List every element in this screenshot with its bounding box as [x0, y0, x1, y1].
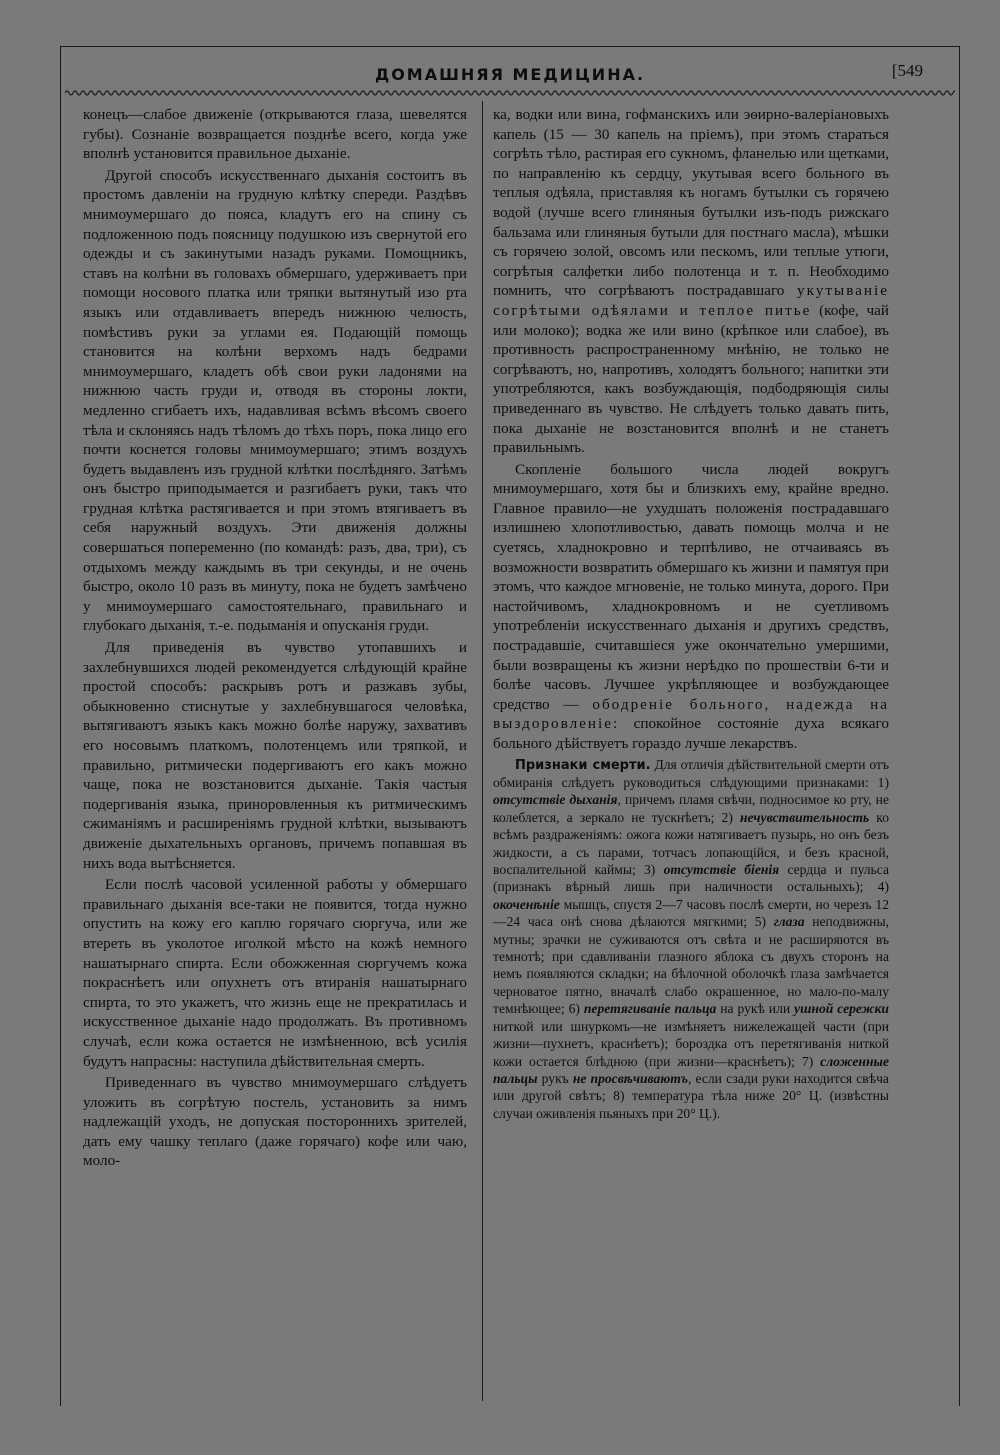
section-heading: Признаки смерти. — [515, 757, 651, 773]
column-divider — [482, 101, 483, 1401]
page-header — [61, 59, 959, 89]
running-title: ДОМАШНЯЯ МЕДИЦИНА. — [374, 65, 646, 84]
paragraph: Другой способъ искусственнаго дыханія состоитъ въ простомъ давленіи на грудную клѣтку спереди. Раздѣвъ мнимоумершаго до пояса, кладутъ его на спину съ подложенною подъ поясницу подушкою изъ свернутой его одежды и съ закинутыми назадъ руками. Помощникъ, ставъ на колѣни въ головахъ обмершаго, удерживаетъ при помощи носового платка или тряпки вытянутый изо рта языкъ или отдавливаетъ впередъ нижнюю челюсть, помѣстивъ руки за углами ея. Подающій помощь становится на колѣни верхомъ надъ бедрами мнимоумершаго, кладетъ обѣ свои руки ладонями на нижнюю часть груди и, отводя въ стороны локти, медленно сгибаетъ ихъ, надавливая всѣмъ вѣсомъ своего тѣла и склоняясь надъ тѣломъ до тѣхъ поръ, пока лицо его почти коснется головы мнимоумершаго; этимъ воздухъ будетъ выдавленъ изъ грудной клѣтки послѣдняго. Затѣмъ онъ быстро приподымается и разгибаетъ руки, такъ что грудная клѣтка растягивается и при этомъ втягиваетъ въ себя наружный воздухъ. Эти движенія должны совершаться попеременно (по командѣ: разъ, два, три), съ отдыхомъ между каждымъ въ три секунды, и не очень быстро, около 10 разъ въ минуту, пока не будетъ замѣчено у мнимоумершаго самостоятельнаго, правильнаго и глубокаго дыханія, т.-е. подыманія и опусканія груди. — [83, 166, 467, 635]
book-page — [60, 46, 960, 1406]
paragraph: Скопленіе большого числа людей вокругъ мнимоумершаго, хотя бы и близкихъ ему, крайне вредно. Главное правило—не ухудшать положенія пострадавшаго излишнею хлопотливостью, давать помощь молча и не суетясь, хладнокровно и терпѣливо, не отчаиваясь въ возможности возвратить обмершаго къ жизни и памятуя при этомъ, что каждое мгновеніе, не только минута, дорого. При настойчивомъ, хладнокровномъ и не суетливомъ употребленіи искусственнаго дыханія и другихъ средствъ, пострадавшіе, считавшіеся уже окончательно умершими, были возвращены къ жизни нерѣдко по прошествіи 6-ти и болѣе часовъ. Лучшее укрѣпляющее и возбуждающее средство — ободреніе больного, надежда на выздоровленіе: спокойное состояніе духа всякаго больного дѣйствуетъ гораздо лучше лекарствъ. — [493, 460, 890, 752]
spaced-emphasis: ободреніе больного, надежда на выздоровленіе — [493, 695, 890, 733]
page-number: [549 — [891, 61, 923, 80]
left-column — [83, 105, 467, 1173]
paragraph: конецъ—слабое движеніе (открываются глаза, шевелятся губы). Сознаніе возвращается позднѣе всего, когда уже вполнѣ установится правильное дыханіе. — [83, 106, 467, 163]
right-column — [493, 105, 889, 1124]
spaced-emphasis: укутываніе согрѣтыми одѣялами и теплое питье — [493, 282, 889, 319]
wavy-divider — [65, 89, 955, 97]
paragraph: Если послѣ часовой усиленной работы у обмершаго правильнаго дыханія все-таки не появится, тогда нужно опустить на кожу его каплю горячаго сюргуча, или же втереть въ уколотое иголкой мѣсто на кожѣ немного нашатырнаго спирта. Если обожженная сюргучемъ кожа покраснѣетъ или опухнетъ отъ втиранія нашатырнаго спирта, то это укажетъ, что жизнь еще не прекратилась и искусственное дыханіе надо продолжать. Въ противномъ случаѣ, если кожа остается не измѣненною, всѣ усилія будутъ напрасны: наступила дѣйствительная смерть. — [83, 876, 467, 1070]
paragraph: Для приведенія въ чувство утопавшихъ и захлебнувшихся людей рекомендуется слѣдующій крайне простой способъ: раскрывъ ротъ и разжавъ зубы, обыкновенно стиснутые у захлебнувшагося человѣка, вытягиваютъ языкъ какъ можно болѣе наружу, захвативъ его носовымъ платкомъ, полотенцемъ или тряпкой, и правильно, ритмически подергиваютъ его какъ можно чаще, пока не возстановится дыханіе. Такія частыя подергиванія языка, приноровленныя къ ритмическимъ сжиманіямъ и расширеніямъ грудной клѣтки, вызываютъ движеніе дыхательныхъ органовъ, причемъ попавшая въ нихъ вода вытѣсняется. — [83, 639, 467, 872]
paragraph: ка, водки или вина, гофманскихъ или эѳирно-валеріановыхъ капель (15 — 30 капель на пріемъ), при этомъ стараться согрѣть тѣло, растирая его сукномъ, фланелью или щетками, по направленію къ сердцу, укутывая всего больного въ теплыя одѣяла, приставляя къ ногамъ бутылки съ горячею водой (лучше всего глиняныя бутылки изъ-подъ рижскаго бальзама или глиняныя бутыли для постнаго масла), мѣшки съ горячею золой, овсомъ или пескомъ, или теплые утюги, согрѣтыя салфетки либо полотенца и т. п. Необходимо помнить, что согрѣваютъ пострадавшаго укутываніе согрѣтыми одѣялами и теплое питье (кофе, чай или молоко); водка же или вино (крѣпкое или слабое), въ противность распространенному мнѣнію, не только не согрѣваютъ, но, напротивъ, холодятъ больного; напитки эти употребляются, какъ возбуждающія, подбодряющія силы приведеннаго въ чувство. Не слѣдуетъ только давать пить, пока дыханіе не возстановится вполнѣ и не станетъ правильнымъ. — [493, 106, 890, 457]
paragraph: Приведеннаго въ чувство мнимоумершаго слѣдуетъ уложить въ согрѣтую постель, установить за нимъ надлежащій уходъ, не допуская постороннихъ зрителей, дать ему чашку теплаго (даже горячаго) кофе или чаю, моло- — [83, 1074, 467, 1170]
signs-of-death-paragraph: Признаки смерти. Для отличія дѣйствительной смерти отъ обмиранія слѣдуетъ руководиться слѣдующими признаками: 1) отсутствіе дыханія, причемъ пламя свѣчи, подносимое ко рту, не колеблется, а зеркало не тускнѣетъ; 2) нечувствительность ко всѣмъ раздраженіямъ: ожога кожи натягиваетъ пузырь, но онъ безъ жидкости, а съ парами, тотчасъ лопающійся, и безъ красной, воспалительной каймы; 3) отсутствіе біенія сердца и пульса (признакъ вѣрный лишь при наличности остальныхъ); 4) окоченѣніе мышцъ, спустя 2—7 часовъ послѣ смерти, но черезъ 12—24 часа онѣ снова дѣлаются мягкими; 5) глаза неподвижны, мутны; зрачки не суживаются отъ свѣта и не расширяются въ темнотѣ; при сдавливаніи глазного яблока съ двухъ сторонъ на немъ появляются складки; на бѣлочной оболочкѣ глаза замѣчается черноватое пятно, вначалѣ слабо окрашенное, но мало-по-малу темнѣющее; 6) перетягиваніе пальца на рукѣ или ушной сережки ниткой или шнуркомъ—не измѣняетъ нижележащей части (при жизни—пухнетъ, краснѣетъ); бороздка отъ перетягиванія ниткой кожи остается блѣдною (при жизни—краснѣетъ); 7) сложенные пальцы рукъ не просвѣчиваютъ, если сзади руки находится свѣча или другой свѣтъ; 8) температура тѣла ниже 20° Ц. (извѣстны случаи оживленія пьяныхъ при 20° Ц.). — [493, 756, 890, 1121]
